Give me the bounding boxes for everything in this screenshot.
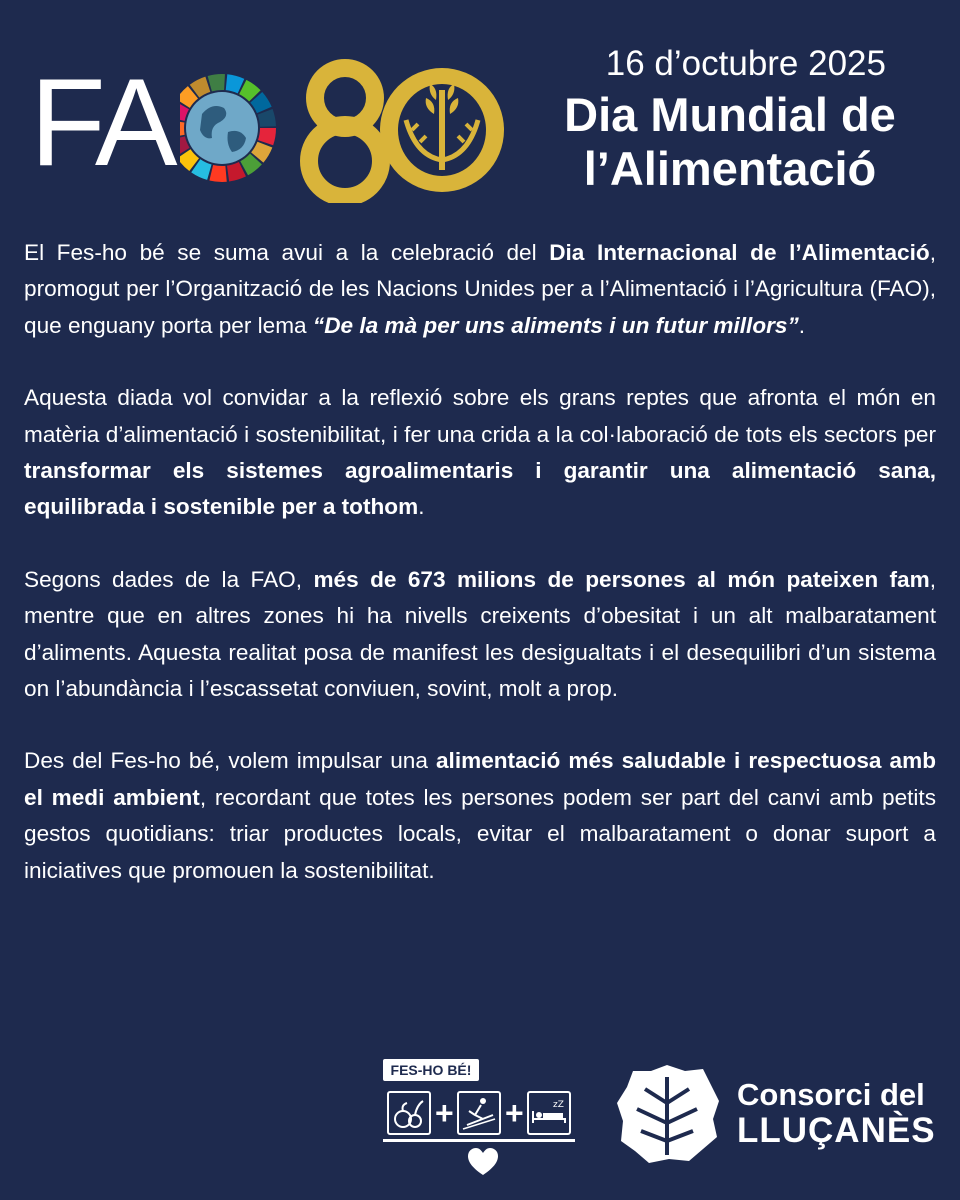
consorci-line-1: Consorci del xyxy=(737,1077,925,1112)
fao-sdg-wheel-80-icon xyxy=(180,48,520,203)
title-line-1: Dia Mundial de xyxy=(564,88,896,141)
plus-icon: + xyxy=(435,1095,454,1131)
consorci-llucanes-wordmark xyxy=(737,1077,936,1149)
divider xyxy=(383,1139,575,1142)
text-run: Segons dades de la FAO, xyxy=(24,566,314,592)
svg-text:zZ: zZ xyxy=(553,1100,564,1110)
sleeping-bed-icon xyxy=(527,1091,571,1135)
paragraph-call-to-action xyxy=(24,743,936,889)
text-run: , recordant que totes les persones podem ser part del canvi amb petits gestos quotidians: triar productes locals, evitar el malbaratament o donar suport a iniciatives que promouen la sostenibilitat. xyxy=(24,784,937,883)
highlight-healthy-food: alimentació més saludable i respectuosa amb el medi ambient xyxy=(24,748,936,810)
page-title xyxy=(530,88,930,196)
highlight-hunger-figure: més de 673 milions de persones al món pateixen fam xyxy=(313,566,930,592)
text-run: El Fes-ho bé se suma avui a la celebració del xyxy=(24,240,550,265)
paragraph-reflection xyxy=(24,380,936,526)
paragraph-fao-data xyxy=(24,562,936,708)
skier-icon xyxy=(457,1091,501,1135)
text-run: , promogut per l’Organització de les Nacions Unides per a l’Alimentació i l’Agricultura (FAO), que enguany porta per lema xyxy=(24,240,936,338)
text-run: . xyxy=(798,312,806,338)
fruit-icon xyxy=(387,1091,431,1135)
text-run: , mentre que en altres zones hi ha nivells creixents d’obesitat i un alt malbaratament d’aliments. Aquesta realitat posa de manifest les desigualtats i el desequilibri d’un sistema on l’abundància i l’escassetat conviuen, sovint, molt a prop. xyxy=(24,566,936,702)
footer xyxy=(0,1055,960,1200)
plus-icon: + xyxy=(505,1095,524,1131)
text-run: . xyxy=(418,494,425,520)
event-date: 16 d’octubre 2025 xyxy=(605,44,886,83)
fes-ho-be-label: FES-HO BÉ! xyxy=(383,1059,479,1081)
fes-ho-be-logo xyxy=(383,1059,579,1194)
highlight-day-name: Dia Internacional de l’Alimentació xyxy=(549,240,930,265)
article-body xyxy=(24,235,936,925)
consorci-llucanes-logo-icon xyxy=(615,1063,720,1165)
consorci-line-2: LLUÇANÈS xyxy=(737,1111,936,1150)
header xyxy=(0,0,960,215)
heart-icon xyxy=(467,1147,499,1177)
title-line-2: l’Alimentació xyxy=(583,142,877,195)
fao80-logo xyxy=(30,48,500,203)
paragraph-intro xyxy=(24,235,936,344)
fao-letters: FA xyxy=(30,54,174,192)
text-run: Aquesta diada vol convidar a la reflexió sobre els grans reptes que afronta el món en matèria d’alimentació i sostenibilitat, i fer una crida a la col·laboració de tots els sectors per xyxy=(24,385,936,447)
motto-quote: “De la mà per uns aliments i un futur millors” xyxy=(312,312,799,338)
highlight-transform: transformar els sistemes agroalimentaris i garantir una alimentació sana, equilibrada i sostenible per a tothom xyxy=(24,458,936,520)
text-run: Des del Fes-ho bé, volem impulsar una xyxy=(24,748,436,774)
